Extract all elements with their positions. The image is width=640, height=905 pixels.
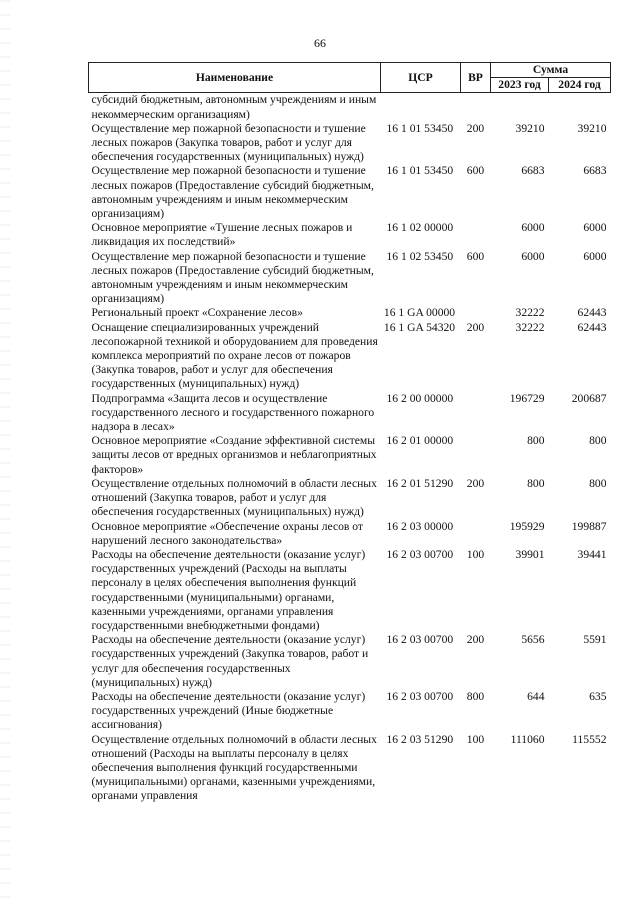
row-csr: 16 2 01 00000 [386,434,454,448]
row-vr [461,520,491,548]
table-row [89,306,611,320]
row-sum-2023: 32222 [515,320,545,334]
row-name: Расходы на обеспечение деятельности (оказание услуг) государственных учреждений (Закупка товаров, работ и услуг для обеспечения государственных (муниципальных) нужд) [91,633,369,689]
row-vr [461,434,491,477]
row-csr: 16 2 03 51290 [386,732,454,746]
row-sum-2024: 115552 [572,732,607,746]
table-row [89,733,611,804]
row-sum-2023: 800 [527,434,545,448]
table-row [89,93,611,122]
scan-edge-marks [0,0,10,905]
row-sum-2024: 199887 [571,519,607,533]
row-csr: 16 2 03 00700 [386,633,454,647]
row-name: Осуществление мер пожарной безопасности и тушение лесных пожаров (Закупка товаров, работ и услуг для обеспечения государственных (муниципальных) нужд) [91,121,366,164]
row-sum-2024: 5591 [583,633,607,647]
row-csr: 16 2 03 00700 [386,547,454,561]
header-vr: ВР [461,63,491,93]
row-sum-2024: 6000 [583,221,607,235]
row-name: Осуществление отдельных полномочий в области лесных отношений (Закупка товаров, работ и услуг для обеспечения государственных (муниципальных) нужд) [91,476,377,519]
row-sum-2024: 62443 [577,306,607,320]
table-row [89,434,611,477]
row-name: Расходы на обеспечение деятельности (оказание услуг) государственных учреждений (Расходы на выплаты персоналу в целях обеспечения выполнения функций государственными (муниципальными) органами, казенными учреждениями, органами управления государственными внебюджетными фондами) [91,547,366,632]
row-sum-2024 [549,93,611,122]
row-csr: 16 1 02 00000 [386,221,454,235]
table-row [89,690,611,733]
row-sum-2023 [491,93,549,122]
row-sum-2024: 800 [589,434,607,448]
table-row [89,548,611,633]
row-sum-2024: 6000 [583,249,607,263]
row-name: Осуществление мер пожарной безопасности и тушение лесных пожаров (Предоставление субсидий бюджетным, автономным учреждениям и иным некоммерческим организациям) [91,249,374,306]
table-body [89,93,611,804]
table-row [89,164,611,221]
row-sum-2023: 39210 [515,121,545,135]
header-csr: ЦСР [381,63,461,93]
table-row [89,520,611,548]
budget-table [88,62,611,804]
row-name: Региональный проект «Сохранение лесов» [91,306,303,320]
row-sum-2024: 6683 [583,164,607,178]
row-csr [381,93,461,122]
row-vr: 200 [466,633,485,647]
row-vr: 100 [466,547,485,561]
row-sum-2024: 39441 [577,547,607,561]
row-sum-2023: 644 [527,689,545,703]
row-vr: 200 [466,476,485,490]
row-sum-2023: 800 [527,476,545,490]
row-sum-2024: 200687 [571,391,607,405]
row-name: Подпрограмма «Защита лесов и осуществление государственного лесного и государственного пожарного надзора в лесах» [91,391,375,434]
table-row [89,221,611,249]
row-sum-2024: 800 [589,476,607,490]
row-sum-2024: 635 [589,689,607,703]
header-sum: Сумма [491,63,611,78]
row-sum-2024: 39210 [577,121,607,135]
row-vr [461,221,491,249]
row-vr: 600 [466,164,485,178]
row-sum-2024: 62443 [577,320,607,334]
row-csr: 16 2 01 51290 [386,476,454,490]
row-csr: 16 2 03 00700 [386,689,454,703]
row-vr: 200 [466,320,485,334]
row-csr: 16 2 03 00000 [386,519,454,533]
row-csr: 16 1 GA 00000 [383,306,456,320]
row-sum-2023: 195929 [509,519,545,533]
row-name: Основное мероприятие «Обеспечение охраны лесов от нарушений лесного законодательства» [91,519,363,547]
row-name: Оснащение специализированных учреждений лесопожарной техникой и оборудованием для проведения комплекса мероприятий по охране лесов от пожаров (Закупка товаров, работ и услуг для обеспечения государственных (муниципальных) нужд) [91,320,378,391]
table-row [89,122,611,165]
row-name: Основное мероприятие «Создание эффективной системы защиты лесов от вредных организмов и неблагоприятных факторов» [91,434,377,476]
row-vr [461,306,491,320]
header-year-2024: 2024 год [549,78,611,93]
row-csr: 16 1 02 53450 [386,249,454,263]
row-name: Осуществление отдельных полномочий в области лесных отношений (Расходы на выплаты персоналу в целях обеспечения выполнения функций государственными (муниципальными) органами, казенными учреждениями, органами управления [91,732,377,803]
header-name: Наименование [89,63,381,93]
row-sum-2023: 5656 [521,633,545,647]
table-row [89,477,611,520]
row-name: субсидий бюджетным, автономным учреждениям и иным некоммерческим организациям) [91,93,377,121]
row-csr: 16 2 00 00000 [386,391,454,405]
row-name: Осуществление мер пожарной безопасности и тушение лесных пожаров (Предоставление субсидий бюджетным, автономным учреждениям и иным некоммерческим организациям) [91,164,374,221]
table-row [89,633,611,690]
row-vr: 600 [466,249,485,263]
row-csr: 16 1 GA 54320 [383,320,456,334]
row-vr [461,93,491,122]
table-row [89,250,611,307]
row-vr [461,392,491,435]
row-csr: 16 1 01 53450 [386,121,454,135]
table-row [89,392,611,435]
table-row [89,321,611,392]
row-sum-2023: 32222 [515,306,545,320]
row-sum-2023: 196729 [509,391,545,405]
page-number: 66 [314,36,326,50]
row-sum-2023: 6683 [521,164,545,178]
row-sum-2023: 111060 [510,732,545,746]
row-vr: 800 [466,689,485,703]
row-vr: 100 [466,732,485,746]
row-sum-2023: 6000 [521,249,545,263]
row-name: Расходы на обеспечение деятельности (оказание услуг) государственных учреждений (Иные бюджетные ассигнования) [91,689,366,732]
row-csr: 16 1 01 53450 [386,164,454,178]
header-year-2023: 2023 год [491,78,549,93]
row-vr: 200 [466,121,485,135]
row-sum-2023: 39901 [515,547,545,561]
row-name: Основное мероприятие «Тушение лесных пожаров и ликвидация их последствий» [91,221,353,249]
row-sum-2023: 6000 [521,221,545,235]
